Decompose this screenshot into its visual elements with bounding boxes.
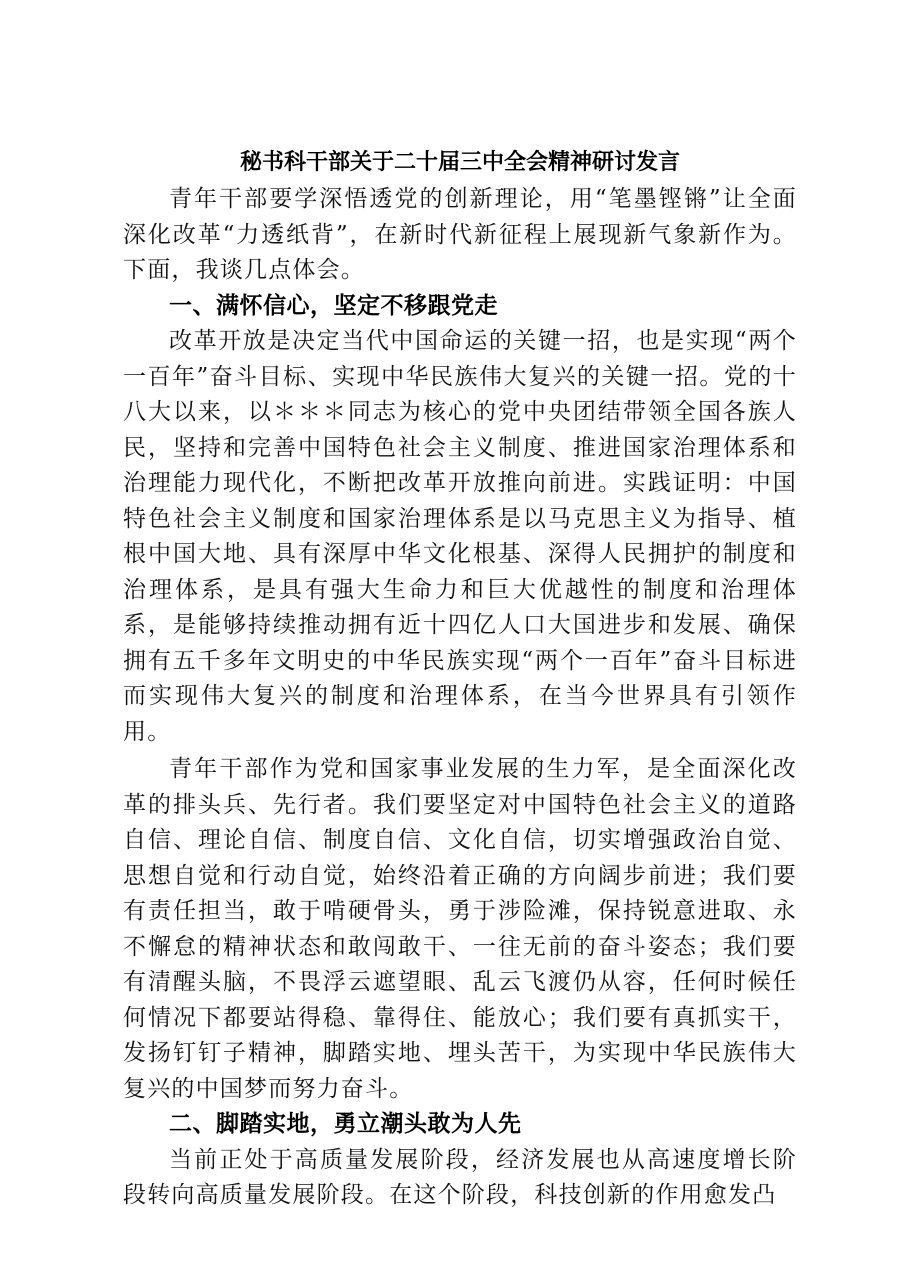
- body-paragraph: 当前正处于高质量发展阶段，经济发展也从高速度增长阶段转向高质量发展阶段。在这个阶段，科技创新的作用愈发凸: [123, 1146, 797, 1208]
- intro-paragraph: 青年干部要学深悟透党的创新理论，用“笔墨铿锵”让全面深化改革“力透纸背”，在新时代新征程上展现新气象新作为。下面，我谈几点体会。: [123, 186, 797, 283]
- body-paragraph: 改革开放是决定当代中国命运的关键一招，也是实现“两个一百年”奋斗目标、实现中华民族伟大复兴的关键一招。党的十八大以来，以＊＊＊同志为核心的党中央团结带领全国各族人民，坚持和完善中国特色社会主义制度、推进国家治理体系和治理能力现代化，不断把改革开放推向前进。实践证明：中国特色社会主义制度和国家治理体系是以马克思主义为指导、植根中国大地、具有深厚中华文化根基、深得人民拥护的制度和治理体系，是具有强大生命力和巨大优越性的制度和治理体系，是能够持续推动拥有近十四亿人口大国进步和发展、确保拥有五千多年文明史的中华民族实现“两个一百年”奋斗目标进而实现伟大复兴的制度和治理体系，在当今世界具有引领作用。: [123, 328, 797, 745]
- body-paragraph: 青年干部作为党和国家事业发展的生力军，是全面深化改革的排头兵、先行者。我们要坚定对中国特色社会主义的道路自信、理论自信、制度自信、文化自信，切实增强政治自觉、思想自觉和行动自觉，始终沿着正确的方向阔步前进；我们要有责任担当，敢于啃硬骨头，勇于涉险滩，保持锐意进取、永不懈怠的精神状态和敢闯敢干、一往无前的奋斗姿态；我们要有清醒头脑，不畏浮云遮望眼、乱云飞渡仍从容，任何时候任何情况下都要站得稳、靠得住、能放心；我们要有真抓实干，发扬钉钉子精神，脚踏实地、埋头苦干，为实现中华民族伟大复兴的中国梦而努力奋斗。: [123, 756, 797, 1102]
- document-body: [123, 144, 797, 1214]
- section-heading-2: 二、脚踏实地，勇立潮头敢为人先: [169, 1111, 522, 1137]
- section-heading-1: 一、满怀信心，坚定不移跟党走: [169, 292, 498, 319]
- document-title: 秘书科干部关于二十届三中全会精神研讨发言: [239, 150, 680, 175]
